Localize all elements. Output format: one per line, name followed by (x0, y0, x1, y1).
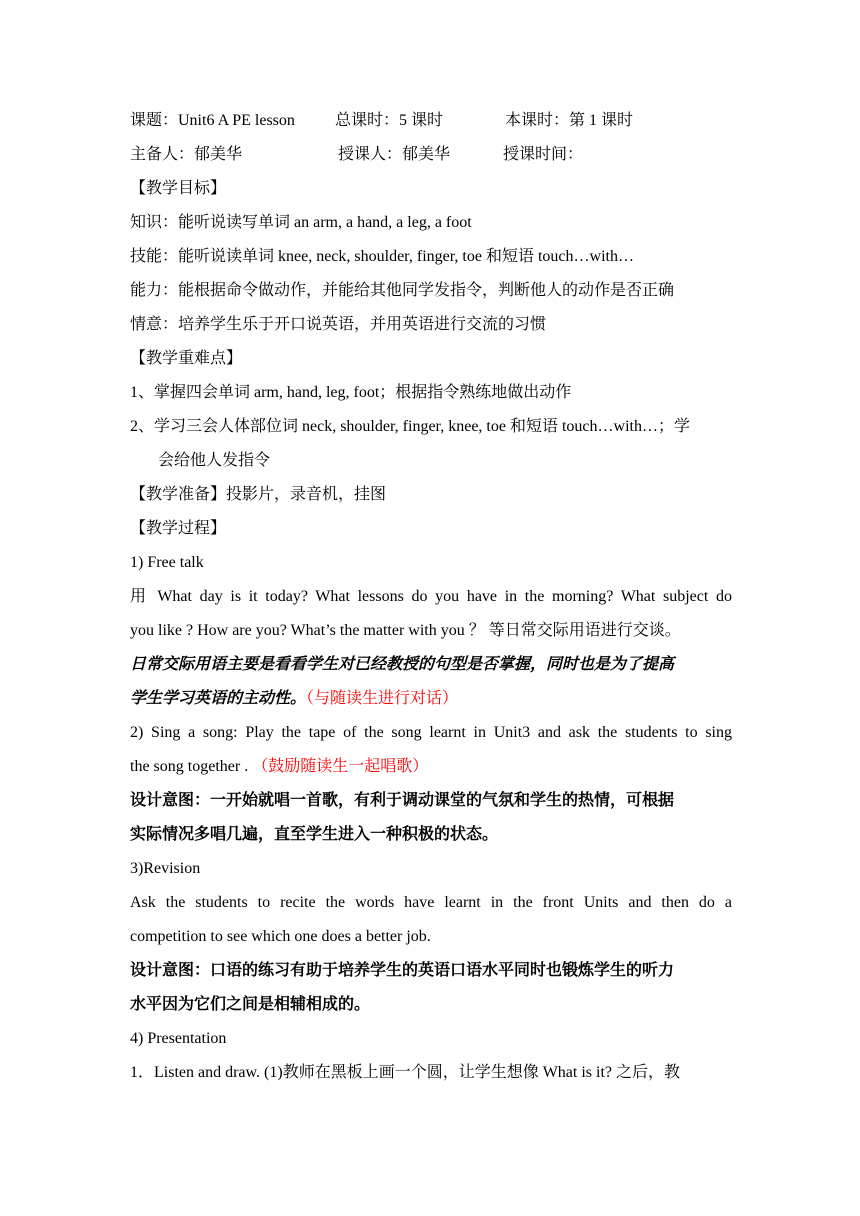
sing-song-end: the song together . (130, 758, 249, 775)
goal-skills: 技能：能听说读单词 knee, neck, shoulder, finger, toe 和短语 touch…with… (130, 248, 634, 265)
revision-text: Ask the students to recite the words have learnt in the front Units and then do a (130, 894, 732, 911)
revision-design-intent: 设计意图：口语的练习有助于培养学生的英语口语水平同时也锻炼学生的听力 (130, 962, 675, 979)
goals-heading: 【教学目标】 (130, 180, 227, 197)
key-point-2: 2、学习三会人体部位词 neck, shoulder, finger, knee, toe 和短语 touch…with…；学 (130, 418, 690, 435)
goal-emotion: 情意：培养学生乐于开口说英语，并用英语进行交流的习惯 (130, 316, 547, 333)
free-talk-red-note: （与随读生进行对话） (306, 690, 459, 707)
teaching-prep: 【教学准备】投影片，录音机，挂图 (130, 486, 387, 503)
goal-ability: 能力：能根据命令做动作，并能给其他同学发指令，判断他人的动作是否正确 (130, 282, 675, 299)
free-talk-text-continued: you like ? How are you? What’s the matter with you ？ 等日常交际用语进行交谈。 (130, 622, 681, 639)
teacher: 授课人：郁美华 (338, 146, 451, 163)
free-talk-note: 日常交际用语主要是看看学生对已经教授的句型是否掌握，同时也是为了提高 (130, 656, 675, 673)
sing-song-text-continued (130, 750, 732, 784)
revision-design-intent-continued: 水平因为它们之间是相辅相成的。 (130, 996, 371, 1013)
key-points-heading: 【教学重难点】 (130, 350, 243, 367)
sing-design-intent: 设计意图：一开始就唱一首歌，有利于调动课堂的气氛和学生的热情，可根据 (130, 792, 675, 809)
header-row-2 (130, 138, 732, 172)
course-title: 课题：Unit6 A PE lesson (130, 112, 295, 129)
sing-design-intent-continued: 实际情况多唱几遍，直至学生进入一种积极的状态。 (130, 826, 499, 843)
presentation-text: 1．Listen and draw. (1)教师在黑板上画一个圆，让学生想像 What is it? 之后，教 (130, 1064, 681, 1081)
key-point-2-continued: 会给他人发指令 (158, 452, 271, 469)
presentation-title: 4) Presentation (130, 1030, 227, 1047)
goal-knowledge: 知识：能听说读写单词 an arm, a hand, a leg, a foot (130, 214, 472, 231)
lesson-plan-document (130, 104, 732, 1090)
total-hours: 总课时：5 课时 (335, 112, 444, 129)
header-row-1 (130, 104, 732, 138)
free-talk-note-continued (130, 682, 732, 716)
sing-song-text: 2) Sing a song: Play the tape of the song learnt in Unit3 and ask the students to sing (130, 724, 732, 741)
sing-song-red-note: （鼓励随读生一起唱歌） (248, 758, 429, 775)
process-heading: 【教学过程】 (130, 520, 227, 537)
revision-text-continued: competition to see which one does a better job. (130, 928, 431, 945)
free-talk-text: 用 What day is it today? What lessons do you have in the morning? What subject do (130, 588, 732, 605)
this-hour: 本课时：第 1 课时 (505, 112, 634, 129)
teaching-time: 授课时间： (503, 146, 584, 163)
free-talk-note-end: 学生学习英语的主动性。 (130, 690, 307, 707)
key-point-1: 1、掌握四会单词 arm, hand, leg, foot；根据指令熟练地做出动作 (130, 384, 572, 401)
prepared-by: 主备人：郁美华 (130, 146, 243, 163)
free-talk-title: 1) Free talk (130, 554, 204, 571)
revision-title: 3)Revision (130, 860, 201, 877)
